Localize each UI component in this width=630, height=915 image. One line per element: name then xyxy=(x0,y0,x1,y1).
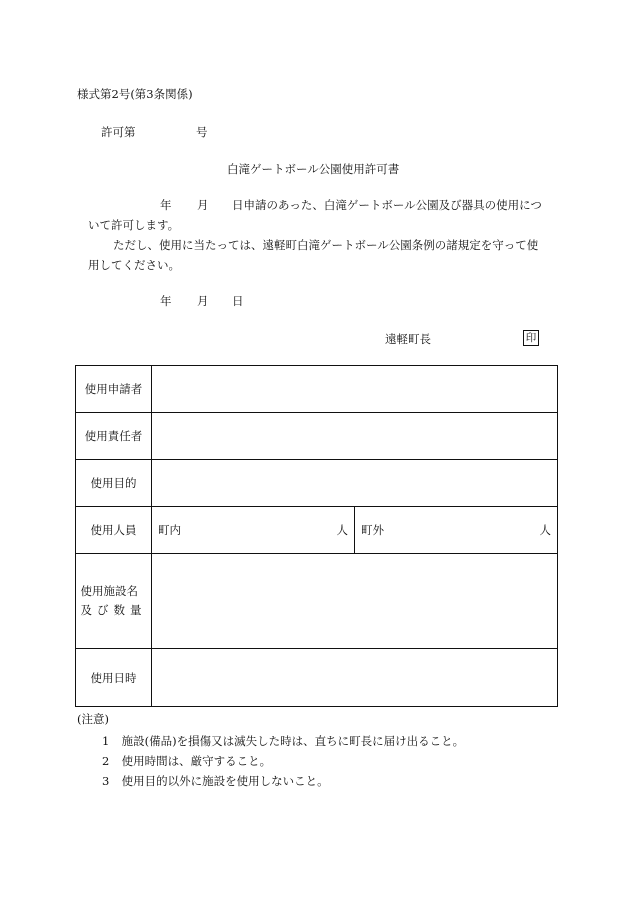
responsible-row xyxy=(76,413,558,460)
notes-title: (注意) xyxy=(77,712,109,726)
application-year-label: 年 xyxy=(160,198,172,212)
note-text: 施設(備品)を損傷又は滅失した時は、直ちに町長に届け出ること。 xyxy=(121,734,465,748)
issue-month-label: 月 xyxy=(197,294,209,308)
in-town-label: 町内 xyxy=(158,523,181,537)
personnel-row xyxy=(76,507,558,554)
out-town-label: 町外 xyxy=(361,523,384,537)
in-town-count-field[interactable] xyxy=(152,507,355,554)
applicant-label: 使用申請者 xyxy=(76,366,152,413)
form-number-label: 様式第2号(第3条関係) xyxy=(77,87,193,101)
note-number: 3 xyxy=(102,774,110,788)
personnel-label: 使用人員 xyxy=(76,507,152,554)
body-text-line-3: ただし、使用に当たっては、遠軽町白滝ゲートボール公園条例の諸規定を守って使 xyxy=(113,238,539,252)
facility-label xyxy=(76,554,152,649)
permit-number-suffix: 号 xyxy=(196,125,208,139)
facility-label-line-2: 及び数量 xyxy=(80,603,147,617)
document-title: 白滝ゲートボール公園使用許可書 xyxy=(227,162,400,176)
facility-label-line-1: 使用施設名 xyxy=(80,584,138,598)
applicant-field[interactable] xyxy=(152,366,558,413)
note-item xyxy=(102,773,329,789)
body-text-line-4: 用してください。 xyxy=(88,258,180,272)
applicant-row xyxy=(76,366,558,413)
facility-row xyxy=(76,554,558,649)
issue-day-label: 日 xyxy=(232,294,244,308)
note-number: 2 xyxy=(102,754,110,768)
datetime-row xyxy=(76,649,558,707)
out-town-count-field[interactable] xyxy=(355,507,558,554)
body-text-line-2: いて許可します。 xyxy=(88,218,180,232)
note-text: 使用目的以外に施設を使用しないこと。 xyxy=(121,774,329,788)
purpose-label: 使用目的 xyxy=(76,460,152,507)
note-item xyxy=(102,733,464,749)
issue-year-label: 年 xyxy=(160,294,172,308)
responsible-field[interactable] xyxy=(152,413,558,460)
note-text: 使用時間は、厳守すること。 xyxy=(121,754,272,768)
facility-field[interactable] xyxy=(152,554,558,649)
datetime-label: 使用日時 xyxy=(76,649,152,707)
datetime-field[interactable] xyxy=(152,649,558,707)
note-number: 1 xyxy=(102,734,110,748)
issuer-title: 遠軽町長 xyxy=(385,332,431,346)
permit-form-table xyxy=(75,365,558,707)
note-item xyxy=(102,753,271,769)
seal-mark: 印 xyxy=(523,330,539,346)
permit-number-prefix: 許可第 xyxy=(101,125,136,139)
responsible-label: 使用責任者 xyxy=(76,413,152,460)
purpose-field[interactable] xyxy=(152,460,558,507)
application-month-label: 月 xyxy=(197,198,209,212)
in-town-unit: 人 xyxy=(336,523,348,537)
out-town-unit: 人 xyxy=(539,523,551,537)
purpose-row xyxy=(76,460,558,507)
body-text-line-1: 日申請のあった、白滝ゲートボール公園及び器具の使用につ xyxy=(232,198,542,212)
